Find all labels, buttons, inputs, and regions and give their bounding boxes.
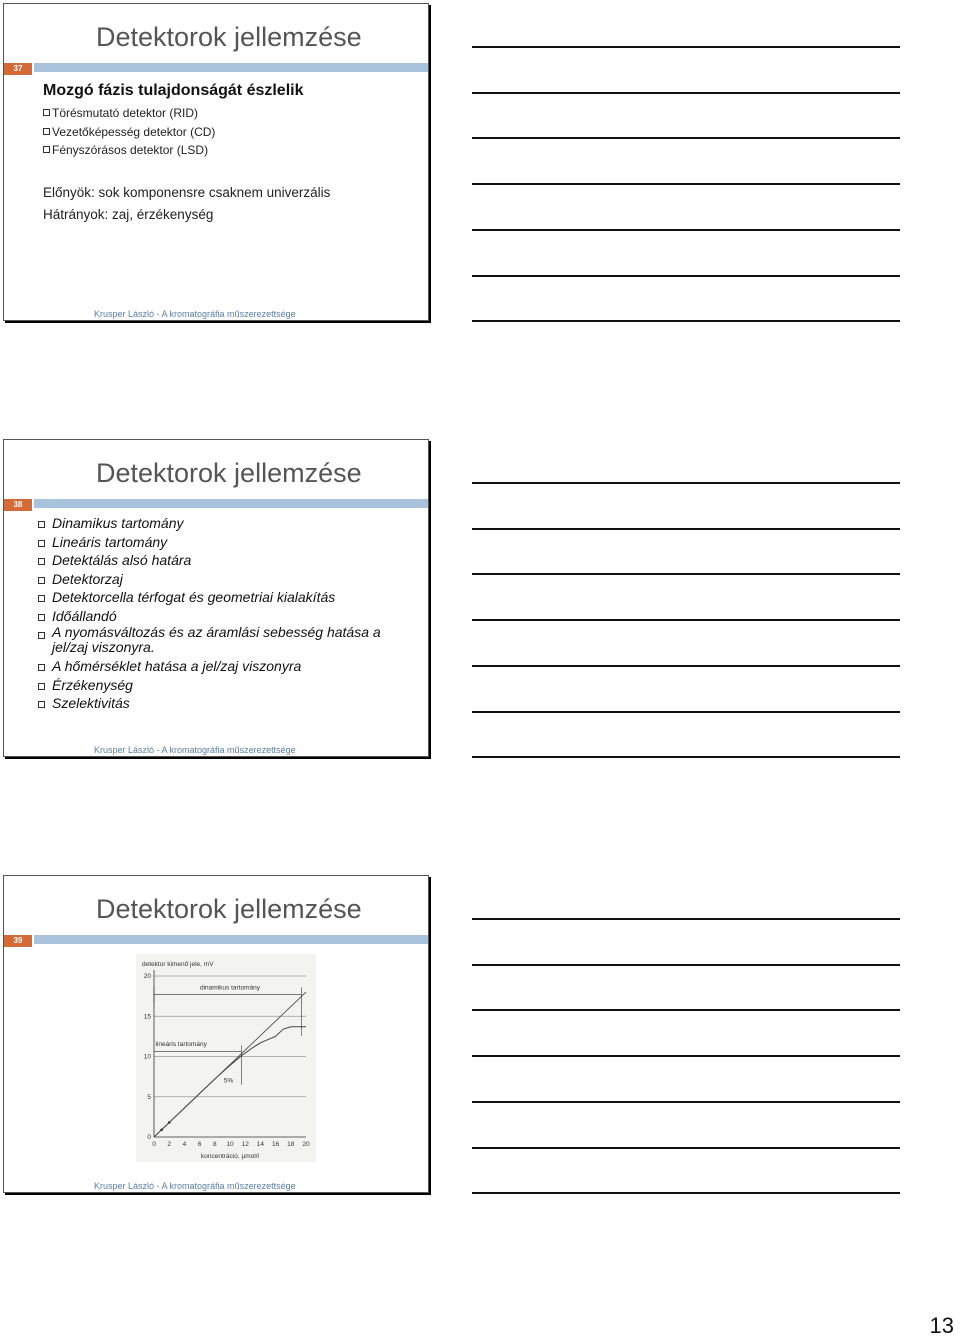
note-line [472, 183, 900, 185]
list-item: Szelektivitás [37, 694, 417, 713]
detector-list [43, 104, 215, 160]
data-point [160, 1128, 163, 1131]
pros-text: Előnyök: sok komponensre csaknem univerzális [43, 185, 331, 200]
cons-text: Hátrányok: zaj, érzékenység [43, 207, 214, 222]
list-item: Lineáris tartomány [37, 533, 417, 552]
pros-cons [43, 182, 330, 226]
note-line [472, 665, 900, 667]
slide-footer: Krusper László - A kromatográfia műszerezettsége [94, 1181, 296, 1191]
slide-heading: Mozgó fázis tulajdonságát észlelik [43, 82, 304, 99]
slide-title: Detektorok jellemzése [96, 22, 362, 52]
x-tick-label: 18 [287, 1141, 295, 1148]
note-line [472, 46, 900, 48]
note-line [472, 1009, 900, 1011]
square-bullet-icon [38, 521, 45, 528]
y-tick-label: 5 [147, 1093, 151, 1101]
note-line [472, 711, 900, 713]
slide-number: 39 [4, 935, 32, 947]
list-item: Detektorzaj [37, 570, 417, 589]
square-bullet-icon [38, 540, 45, 547]
deviation-label: 5% [223, 1077, 234, 1085]
note-line [472, 229, 900, 231]
slide-number: 38 [4, 499, 32, 511]
square-bullet-icon [38, 614, 45, 621]
y-tick-label: 15 [143, 1013, 151, 1021]
note-line [472, 137, 900, 139]
note-line [472, 619, 900, 621]
list-item: Fényszórásos detektor (LSD) [43, 141, 215, 160]
note-line [472, 482, 900, 484]
y-axis-label: detektor kimenő jele, mV [142, 961, 214, 968]
x-tick-label: 0 [152, 1141, 156, 1148]
note-line [472, 1055, 900, 1057]
slide-footer: Krusper László - A kromatográfia műszerezettsége [94, 309, 296, 319]
list-item: Érzékenység [37, 676, 417, 695]
square-bullet-icon [38, 577, 45, 584]
slide-37 [3, 3, 429, 321]
title-bar [34, 63, 428, 72]
note-line [472, 528, 900, 530]
square-bullet-icon [43, 146, 50, 153]
slide-title: Detektorok jellemzése [96, 458, 362, 488]
y-tick-label: 0 [147, 1134, 151, 1141]
slide-number: 37 [4, 63, 32, 75]
slide-38 [3, 439, 429, 757]
list-item: Dinamikus tartomány [37, 514, 417, 533]
note-line [472, 320, 900, 322]
x-tick-label: 14 [256, 1141, 265, 1148]
list-item: A hőmérséklet hatása a jel/zaj viszonyra [37, 657, 417, 676]
characteristics-list [37, 514, 417, 713]
slide-footer: Krusper László - A kromatográfia műszerezettsége [94, 745, 296, 755]
x-tick-label: 10 [226, 1141, 234, 1148]
x-axis-label: koncentráció, µmol/l [201, 1153, 259, 1160]
square-bullet-icon [38, 558, 45, 565]
detector-response-chart [136, 954, 316, 1162]
square-bullet-icon [38, 683, 45, 690]
square-bullet-icon [43, 109, 50, 116]
note-line [472, 573, 900, 575]
title-bar [34, 935, 428, 944]
slide-title: Detektorok jellemzése [96, 894, 362, 924]
note-line [472, 918, 900, 920]
linear-range-label: lineáris tartomány [155, 1041, 207, 1049]
list-item: Törésmutató detektor (RID) [43, 104, 215, 123]
note-line [472, 275, 900, 277]
list-item: Detektálás alsó határa [37, 551, 417, 570]
square-bullet-icon [43, 128, 50, 135]
note-line [472, 964, 900, 966]
square-bullet-icon [38, 632, 45, 639]
list-item: Detektorcella térfogat és geometriai kialakítás [37, 588, 417, 607]
page-number: 13 [929, 1313, 954, 1338]
x-tick-label: 6 [197, 1141, 202, 1148]
x-tick-label: 12 [241, 1141, 249, 1148]
y-tick-label: 20 [143, 973, 151, 980]
title-bar [34, 499, 428, 508]
x-tick-label: 2 [167, 1141, 172, 1148]
list-item: A nyomásváltozás és az áramlási sebesség hatása a jel/zaj viszonyra. [37, 625, 417, 657]
square-bullet-icon [38, 664, 45, 671]
x-tick-label: 20 [302, 1141, 310, 1148]
note-line [472, 756, 900, 758]
note-line [472, 1101, 900, 1103]
square-bullet-icon [38, 595, 45, 602]
note-line [472, 1147, 900, 1149]
data-point [168, 1121, 171, 1124]
note-line [472, 92, 900, 94]
list-item: Időállandó [37, 607, 417, 626]
list-item: Vezetőképesség detektor (CD) [43, 123, 215, 142]
x-tick-label: 4 [182, 1141, 187, 1148]
note-line [472, 1192, 900, 1194]
y-tick-label: 10 [143, 1053, 151, 1061]
dynamic-range-label: dinamikus tartomány [200, 984, 260, 992]
x-tick-label: 8 [212, 1141, 217, 1148]
x-tick-label: 16 [271, 1141, 280, 1148]
square-bullet-icon [38, 701, 45, 708]
slide-39 [3, 875, 429, 1193]
